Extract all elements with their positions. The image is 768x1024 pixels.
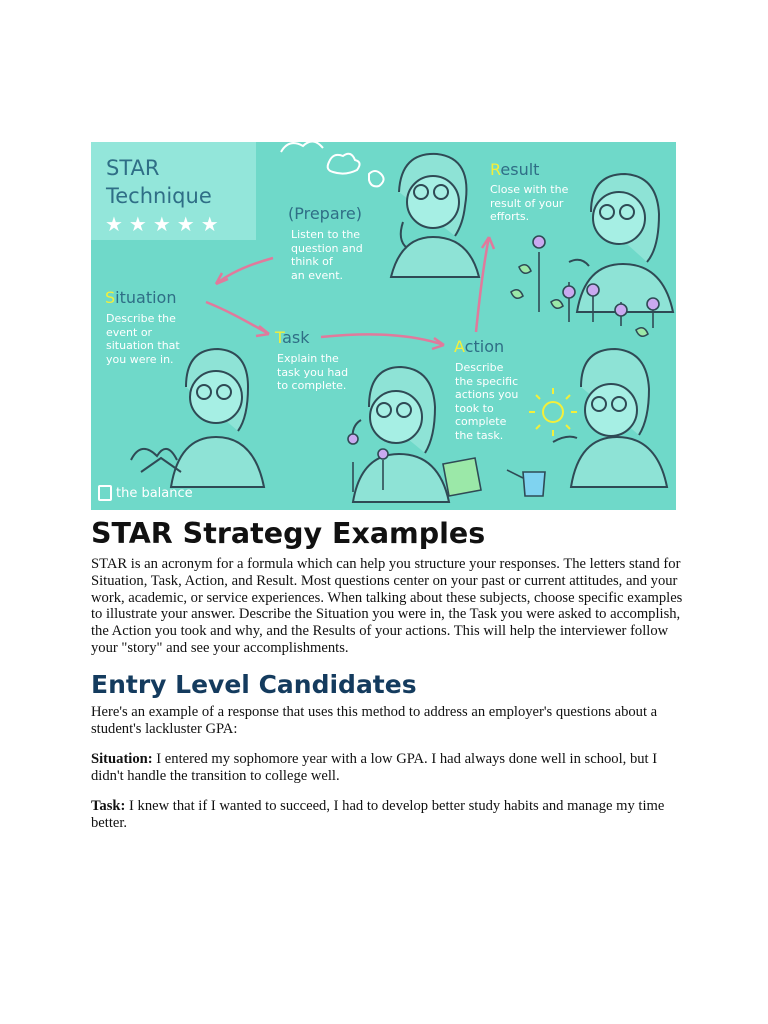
seed-bag-icon	[443, 458, 481, 496]
task-title-rest: ask	[282, 328, 310, 347]
result-title-rest: esult	[500, 160, 540, 179]
example-intro-paragraph: Here's an example of a response that uses this method to address an employer's questions about a student's lackluster GPA:	[91, 704, 658, 737]
situation-description: Describe the event or situation that you were in.	[106, 312, 180, 366]
rating-stars-icon: ★★★★★	[105, 212, 225, 236]
action-description: Describe the specific actions you took to complete the task.	[455, 361, 519, 442]
action-title-rest: ction	[464, 337, 505, 356]
action-initial: A	[454, 337, 465, 356]
infographic-title: STAR Technique	[106, 156, 212, 208]
situation-label: Situation:	[91, 751, 153, 767]
task-description: Explain the task you had to complete.	[277, 352, 349, 393]
sun-icon	[529, 388, 577, 436]
person-situation-illustration	[131, 349, 264, 487]
the-balance-logo-icon	[98, 485, 112, 501]
task-initial: T	[275, 328, 283, 347]
situation-title-rest: ituation	[115, 288, 177, 307]
task-label: Task:	[91, 798, 126, 814]
task-text: I knew that if I wanted to succeed, I had to develop better study habits and manage my time better.	[91, 798, 665, 831]
result-title	[490, 160, 539, 179]
arrow-situation-to-task-icon	[206, 302, 269, 334]
article-title: STAR Strategy Examples	[91, 517, 486, 550]
arrow-task-to-action-icon	[321, 334, 444, 345]
person-action-illustration	[553, 349, 667, 487]
title-box	[91, 142, 256, 240]
cloud-icon	[328, 154, 360, 174]
cloud-icon	[281, 142, 323, 152]
task-paragraph	[91, 798, 691, 832]
prepare-title: (Prepare)	[288, 204, 362, 223]
person-result-illustration	[569, 174, 673, 312]
situation-initial: S	[105, 288, 116, 307]
situation-text: I entered my sophomore year with a low GPA. I had always done well in school, but I didn't handle the transition to college well.	[91, 751, 658, 784]
task-title	[275, 328, 310, 347]
cloud-icon	[369, 171, 384, 186]
result-initial: R	[490, 160, 501, 179]
situation-paragraph	[91, 751, 691, 785]
intro-paragraph: STAR is an acronym for a formula which can help you structure your responses. The letters stand for Situation, Task, Action, and Result. Most questions center on your past or current attitudes, and your work, academic, or service experiences. When talking about these subjects, choose specific examples to illustrate your answer. Describe the Situation you were in, the Task you were asked to accomplish, the Action you took and why, and the Results of your actions. This will help the interviewer follow your "story" and see your accomplishments.	[91, 556, 683, 656]
star-technique-infographic	[91, 142, 676, 510]
logo-text: the balance	[116, 485, 193, 501]
section-heading: Entry Level Candidates	[91, 670, 417, 699]
watering-can-icon	[507, 470, 545, 496]
situation-title	[105, 288, 176, 307]
action-title	[454, 337, 504, 356]
arrow-action-to-result-icon	[476, 237, 489, 332]
person-task-illustration	[353, 367, 449, 502]
person-thinking-illustration	[391, 154, 479, 277]
the-balance-logo	[98, 485, 193, 501]
result-description: Close with the result of your efforts.	[490, 183, 569, 224]
prepare-description: Listen to the question and think of an event.	[291, 228, 363, 282]
